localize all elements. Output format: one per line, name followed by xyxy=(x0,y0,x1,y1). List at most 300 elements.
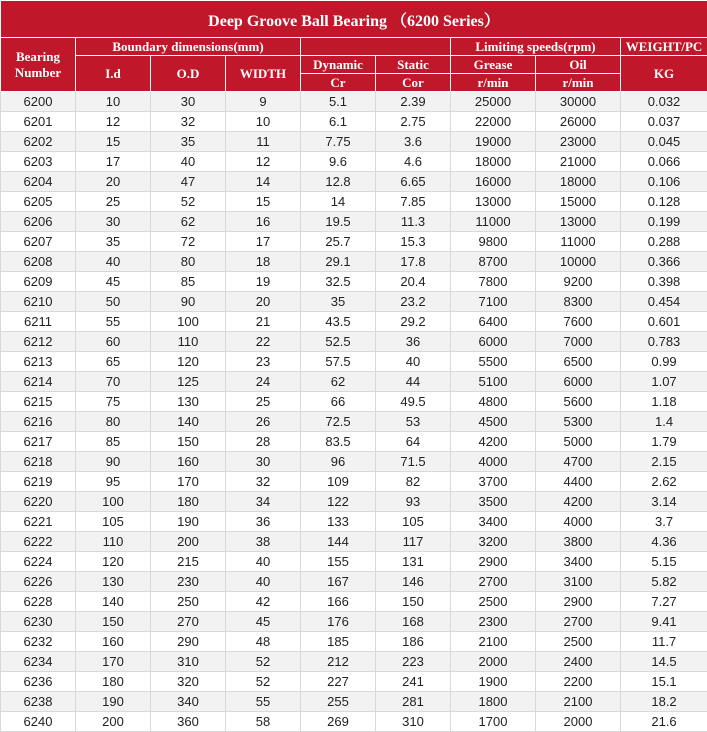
table-cell: 250 xyxy=(151,592,226,612)
table-cell: 310 xyxy=(376,712,451,732)
table-cell: 6232 xyxy=(1,632,76,652)
table-cell: 52 xyxy=(151,192,226,212)
table-cell: 3.6 xyxy=(376,132,451,152)
table-cell: 21 xyxy=(226,312,301,332)
table-cell: 170 xyxy=(151,472,226,492)
table-cell: 16000 xyxy=(451,172,536,192)
table-cell: 230 xyxy=(151,572,226,592)
table-row xyxy=(1,392,707,412)
table-cell: 200 xyxy=(76,712,151,732)
table-cell: 0.037 xyxy=(621,112,707,132)
table-cell: 190 xyxy=(151,512,226,532)
table-cell: 4200 xyxy=(451,432,536,452)
table-row xyxy=(1,672,707,692)
table-cell: 6000 xyxy=(451,332,536,352)
table-row xyxy=(1,692,707,712)
table-cell: 3500 xyxy=(451,492,536,512)
table-cell: 40 xyxy=(76,252,151,272)
table-cell: 13000 xyxy=(536,212,621,232)
table-cell: 18000 xyxy=(536,172,621,192)
table-cell: 160 xyxy=(76,632,151,652)
table-cell: 6236 xyxy=(1,672,76,692)
table-cell: 23 xyxy=(226,352,301,372)
table-cell: 4200 xyxy=(536,492,621,512)
table-cell: 34 xyxy=(226,492,301,512)
table-cell: 340 xyxy=(151,692,226,712)
table-cell: 0.032 xyxy=(621,92,707,112)
table-cell: 6221 xyxy=(1,512,76,532)
table-cell: 21000 xyxy=(536,152,621,172)
table-cell: 5.15 xyxy=(621,552,707,572)
table-row xyxy=(1,572,707,592)
table-cell: 146 xyxy=(376,572,451,592)
table-cell: 8700 xyxy=(451,252,536,272)
table-cell: 25 xyxy=(226,392,301,412)
table-cell: 6224 xyxy=(1,552,76,572)
table-cell: 6230 xyxy=(1,612,76,632)
table-cell: 4800 xyxy=(451,392,536,412)
table-cell: 6218 xyxy=(1,452,76,472)
table-cell: 270 xyxy=(151,612,226,632)
table-cell: 93 xyxy=(376,492,451,512)
table-cell: 20 xyxy=(226,292,301,312)
table-cell: 17 xyxy=(226,232,301,252)
table-cell: 5100 xyxy=(451,372,536,392)
table-cell: 9.41 xyxy=(621,612,707,632)
table-cell: 150 xyxy=(151,432,226,452)
table-cell: 6.1 xyxy=(301,112,376,132)
table-cell: 35 xyxy=(76,232,151,252)
table-cell: 150 xyxy=(76,612,151,632)
table-cell: 14 xyxy=(301,192,376,212)
table-cell: 215 xyxy=(151,552,226,572)
table-cell: 0.601 xyxy=(621,312,707,332)
table-row xyxy=(1,412,707,432)
table-cell: 57.5 xyxy=(301,352,376,372)
table-cell: 320 xyxy=(151,672,226,692)
header-bearing-number: Bearing Number xyxy=(1,38,76,92)
table-cell: 6240 xyxy=(1,712,76,732)
header-limiting-speeds: Limiting speeds(rpm) xyxy=(451,38,621,56)
table-cell: 20.4 xyxy=(376,272,451,292)
header-width: WIDTH xyxy=(226,56,301,92)
table-cell: 110 xyxy=(151,332,226,352)
table-cell: 176 xyxy=(301,612,376,632)
table-cell: 6219 xyxy=(1,472,76,492)
table-cell: 1900 xyxy=(451,672,536,692)
table-cell: 1800 xyxy=(451,692,536,712)
table-cell: 10 xyxy=(76,92,151,112)
table-cell: 140 xyxy=(76,592,151,612)
table-cell: 44 xyxy=(376,372,451,392)
table-cell: 190 xyxy=(76,692,151,712)
table-cell: 6209 xyxy=(1,272,76,292)
table-title: Deep Groove Ball Bearing （6200 Series） xyxy=(1,1,707,38)
table-cell: 11.3 xyxy=(376,212,451,232)
table-cell: 1.07 xyxy=(621,372,707,392)
table-cell: 5300 xyxy=(536,412,621,432)
table-cell: 29.2 xyxy=(376,312,451,332)
table-cell: 85 xyxy=(76,432,151,452)
table-cell: 72 xyxy=(151,232,226,252)
table-cell: 6201 xyxy=(1,112,76,132)
table-cell: 5600 xyxy=(536,392,621,412)
table-cell: 6208 xyxy=(1,252,76,272)
header-grease: Grease xyxy=(451,56,536,74)
table-cell: 95 xyxy=(76,472,151,492)
table-cell: 6000 xyxy=(536,372,621,392)
table-cell: 71.5 xyxy=(376,452,451,472)
table-cell: 85 xyxy=(151,272,226,292)
table-cell: 35 xyxy=(301,292,376,312)
table-cell: 0.454 xyxy=(621,292,707,312)
table-row xyxy=(1,492,707,512)
table-cell: 22 xyxy=(226,332,301,352)
table-cell: 2400 xyxy=(536,652,621,672)
table-cell: 40 xyxy=(226,572,301,592)
table-cell: 12 xyxy=(76,112,151,132)
table-cell: 32 xyxy=(226,472,301,492)
table-cell: 6215 xyxy=(1,392,76,412)
table-cell: 155 xyxy=(301,552,376,572)
table-cell: 120 xyxy=(76,552,151,572)
table-cell: 25 xyxy=(76,192,151,212)
table-cell: 4.6 xyxy=(376,152,451,172)
table-cell: 29.1 xyxy=(301,252,376,272)
table-cell: 180 xyxy=(151,492,226,512)
table-row xyxy=(1,632,707,652)
table-cell: 166 xyxy=(301,592,376,612)
table-cell: 185 xyxy=(301,632,376,652)
table-cell: 40 xyxy=(151,152,226,172)
table-cell: 70 xyxy=(76,372,151,392)
table-cell: 72.5 xyxy=(301,412,376,432)
table-cell: 0.366 xyxy=(621,252,707,272)
table-cell: 12 xyxy=(226,152,301,172)
table-row xyxy=(1,472,707,492)
table-cell: 24 xyxy=(226,372,301,392)
table-cell: 53 xyxy=(376,412,451,432)
table-row xyxy=(1,312,707,332)
table-cell: 2300 xyxy=(451,612,536,632)
table-cell: 130 xyxy=(76,572,151,592)
table-cell: 0.128 xyxy=(621,192,707,212)
table-cell: 2900 xyxy=(536,592,621,612)
table-cell: 20 xyxy=(76,172,151,192)
header-load-ratings xyxy=(301,38,451,56)
table-row xyxy=(1,512,707,532)
table-row xyxy=(1,132,707,152)
table-cell: 58 xyxy=(226,712,301,732)
table-cell: 7100 xyxy=(451,292,536,312)
table-cell: 17 xyxy=(76,152,151,172)
table-cell: 14.5 xyxy=(621,652,707,672)
table-row xyxy=(1,212,707,232)
table-row xyxy=(1,612,707,632)
table-cell: 6211 xyxy=(1,312,76,332)
table-cell: 52.5 xyxy=(301,332,376,352)
table-cell: 10 xyxy=(226,112,301,132)
header-od: O.D xyxy=(151,56,226,92)
table-cell: 22000 xyxy=(451,112,536,132)
table-cell: 167 xyxy=(301,572,376,592)
table-cell: 2900 xyxy=(451,552,536,572)
table-cell: 140 xyxy=(151,412,226,432)
table-cell: 131 xyxy=(376,552,451,572)
table-cell: 45 xyxy=(76,272,151,292)
table-cell: 360 xyxy=(151,712,226,732)
table-cell: 6500 xyxy=(536,352,621,372)
table-cell: 3800 xyxy=(536,532,621,552)
table-cell: 2700 xyxy=(536,612,621,632)
table-cell: 15000 xyxy=(536,192,621,212)
table-cell: 52 xyxy=(226,652,301,672)
header-id: I.d xyxy=(76,56,151,92)
table-cell: 80 xyxy=(151,252,226,272)
table-cell: 2.39 xyxy=(376,92,451,112)
table-row xyxy=(1,592,707,612)
table-cell: 0.045 xyxy=(621,132,707,152)
table-cell: 160 xyxy=(151,452,226,472)
table-cell: 55 xyxy=(76,312,151,332)
table-cell: 11000 xyxy=(451,212,536,232)
table-cell: 16 xyxy=(226,212,301,232)
table-row xyxy=(1,432,707,452)
table-row xyxy=(1,112,707,132)
table-cell: 7800 xyxy=(451,272,536,292)
table-cell: 2200 xyxy=(536,672,621,692)
table-cell: 6200 xyxy=(1,92,76,112)
table-cell: 12.8 xyxy=(301,172,376,192)
table-cell: 30 xyxy=(76,212,151,232)
table-row xyxy=(1,552,707,572)
table-cell: 65 xyxy=(76,352,151,372)
table-cell: 6213 xyxy=(1,352,76,372)
table-cell: 310 xyxy=(151,652,226,672)
table-cell: 2700 xyxy=(451,572,536,592)
table-cell: 117 xyxy=(376,532,451,552)
table-row xyxy=(1,152,707,172)
table-cell: 3700 xyxy=(451,472,536,492)
table-cell: 105 xyxy=(376,512,451,532)
table-row xyxy=(1,712,707,732)
table-row xyxy=(1,332,707,352)
table-cell: 105 xyxy=(76,512,151,532)
table-cell: 2500 xyxy=(536,632,621,652)
table-cell: 90 xyxy=(151,292,226,312)
table-cell: 25000 xyxy=(451,92,536,112)
table-cell: 6.65 xyxy=(376,172,451,192)
table-cell: 2000 xyxy=(536,712,621,732)
table-cell: 3200 xyxy=(451,532,536,552)
table-cell: 9200 xyxy=(536,272,621,292)
table-cell: 50 xyxy=(76,292,151,312)
header-boundary-dimensions: Boundary dimensions(mm) xyxy=(76,38,301,56)
table-cell: 0.783 xyxy=(621,332,707,352)
table-cell: 64 xyxy=(376,432,451,452)
header-rmin-grease: r/min xyxy=(451,74,536,92)
table-cell: 8300 xyxy=(536,292,621,312)
table-cell: 18 xyxy=(226,252,301,272)
table-cell: 6203 xyxy=(1,152,76,172)
table-cell: 32 xyxy=(151,112,226,132)
table-cell: 0.99 xyxy=(621,352,707,372)
table-cell: 82 xyxy=(376,472,451,492)
table-cell: 125 xyxy=(151,372,226,392)
table-cell: 36 xyxy=(226,512,301,532)
table-cell: 23.2 xyxy=(376,292,451,312)
table-cell: 6206 xyxy=(1,212,76,232)
table-cell: 30 xyxy=(226,452,301,472)
table-cell: 80 xyxy=(76,412,151,432)
table-cell: 23000 xyxy=(536,132,621,152)
table-cell: 26000 xyxy=(536,112,621,132)
table-row xyxy=(1,372,707,392)
table-cell: 11.7 xyxy=(621,632,707,652)
table-cell: 6216 xyxy=(1,412,76,432)
table-cell: 6214 xyxy=(1,372,76,392)
table-cell: 2100 xyxy=(451,632,536,652)
table-cell: 6210 xyxy=(1,292,76,312)
table-cell: 75 xyxy=(76,392,151,412)
table-cell: 180 xyxy=(76,672,151,692)
table-cell: 7.75 xyxy=(301,132,376,152)
table-cell: 4000 xyxy=(451,452,536,472)
table-cell: 15 xyxy=(226,192,301,212)
header-oil: Oil xyxy=(536,56,621,74)
table-cell: 144 xyxy=(301,532,376,552)
table-cell: 4000 xyxy=(536,512,621,532)
table-cell: 30 xyxy=(151,92,226,112)
header-rmin-oil: r/min xyxy=(536,74,621,92)
table-cell: 35 xyxy=(151,132,226,152)
table-cell: 14 xyxy=(226,172,301,192)
table-cell: 186 xyxy=(376,632,451,652)
header-static: Static xyxy=(376,56,451,74)
table-cell: 11000 xyxy=(536,232,621,252)
table-cell: 15 xyxy=(76,132,151,152)
table-cell: 1.4 xyxy=(621,412,707,432)
table-cell: 170 xyxy=(76,652,151,672)
table-cell: 4400 xyxy=(536,472,621,492)
table-cell: 48 xyxy=(226,632,301,652)
table-row xyxy=(1,652,707,672)
table-cell: 100 xyxy=(76,492,151,512)
table-cell: 19 xyxy=(226,272,301,292)
table-cell: 40 xyxy=(376,352,451,372)
table-cell: 9.6 xyxy=(301,152,376,172)
table-cell: 2500 xyxy=(451,592,536,612)
table-row xyxy=(1,352,707,372)
table-cell: 3400 xyxy=(451,512,536,532)
table-cell: 0.288 xyxy=(621,232,707,252)
table-cell: 83.5 xyxy=(301,432,376,452)
header-kg: KG xyxy=(621,56,707,92)
table-row xyxy=(1,172,707,192)
table-cell: 0.106 xyxy=(621,172,707,192)
table-cell: 90 xyxy=(76,452,151,472)
table-cell: 38 xyxy=(226,532,301,552)
table-cell: 281 xyxy=(376,692,451,712)
table-cell: 7000 xyxy=(536,332,621,352)
header-weight: WEIGHT/PC xyxy=(621,38,707,56)
table-cell: 19.5 xyxy=(301,212,376,232)
table-cell: 62 xyxy=(151,212,226,232)
table-cell: 17.8 xyxy=(376,252,451,272)
table-cell: 6228 xyxy=(1,592,76,612)
table-cell: 133 xyxy=(301,512,376,532)
table-cell: 6202 xyxy=(1,132,76,152)
table-cell: 6205 xyxy=(1,192,76,212)
table-cell: 7.85 xyxy=(376,192,451,212)
table-cell: 30000 xyxy=(536,92,621,112)
table-cell: 5.82 xyxy=(621,572,707,592)
table-cell: 2000 xyxy=(451,652,536,672)
table-cell: 5500 xyxy=(451,352,536,372)
table-cell: 5000 xyxy=(536,432,621,452)
table-cell: 6207 xyxy=(1,232,76,252)
table-cell: 9800 xyxy=(451,232,536,252)
table-cell: 40 xyxy=(226,552,301,572)
table-row xyxy=(1,252,707,272)
table-cell: 241 xyxy=(376,672,451,692)
table-cell: 13000 xyxy=(451,192,536,212)
table-cell: 200 xyxy=(151,532,226,552)
table-cell: 100 xyxy=(151,312,226,332)
table-cell: 6212 xyxy=(1,332,76,352)
table-cell: 45 xyxy=(226,612,301,632)
table-cell: 290 xyxy=(151,632,226,652)
table-cell: 2.15 xyxy=(621,452,707,472)
table-cell: 3.14 xyxy=(621,492,707,512)
table-cell: 269 xyxy=(301,712,376,732)
table-cell: 2.75 xyxy=(376,112,451,132)
table-cell: 150 xyxy=(376,592,451,612)
table-cell: 60 xyxy=(76,332,151,352)
table-cell: 4500 xyxy=(451,412,536,432)
table-cell: 130 xyxy=(151,392,226,412)
table-cell: 2.62 xyxy=(621,472,707,492)
table-cell: 223 xyxy=(376,652,451,672)
table-cell: 15.1 xyxy=(621,672,707,692)
table-cell: 227 xyxy=(301,672,376,692)
table-cell: 66 xyxy=(301,392,376,412)
table-cell: 2100 xyxy=(536,692,621,712)
table-cell: 0.398 xyxy=(621,272,707,292)
table-cell: 43.5 xyxy=(301,312,376,332)
table-row xyxy=(1,92,707,112)
table-body xyxy=(1,92,707,732)
table-row xyxy=(1,292,707,312)
table-cell: 55 xyxy=(226,692,301,712)
table-cell: 96 xyxy=(301,452,376,472)
table-cell: 4.36 xyxy=(621,532,707,552)
table-cell: 36 xyxy=(376,332,451,352)
table-row xyxy=(1,232,707,252)
table-cell: 25.7 xyxy=(301,232,376,252)
header-cr: Cr xyxy=(301,74,376,92)
table-cell: 6400 xyxy=(451,312,536,332)
table-cell: 28 xyxy=(226,432,301,452)
table-cell: 6204 xyxy=(1,172,76,192)
table-row xyxy=(1,192,707,212)
table-cell: 4700 xyxy=(536,452,621,472)
table-cell: 6220 xyxy=(1,492,76,512)
table-cell: 255 xyxy=(301,692,376,712)
table-row xyxy=(1,532,707,552)
table-cell: 1.18 xyxy=(621,392,707,412)
table-cell: 168 xyxy=(376,612,451,632)
